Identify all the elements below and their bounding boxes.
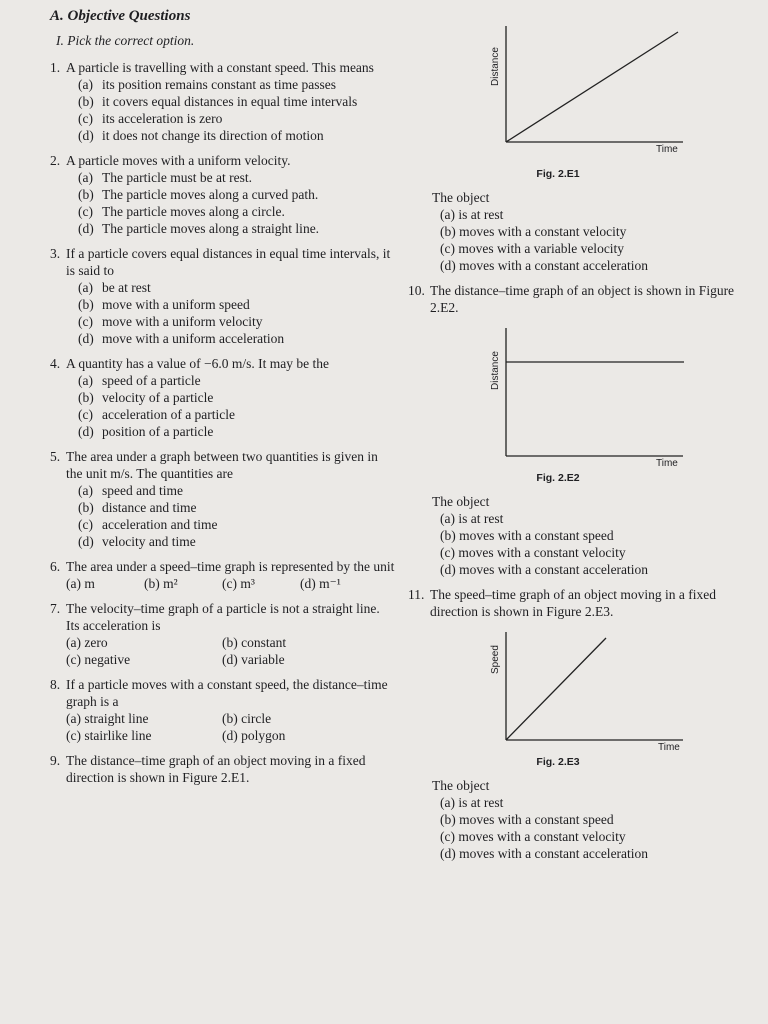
y-axis-label: Distance — [490, 47, 501, 86]
option-a — [78, 169, 395, 186]
option-d — [78, 220, 395, 237]
option-label: (c) — [78, 517, 93, 532]
question-list — [50, 59, 395, 550]
option-label: (c) — [78, 111, 93, 126]
question-5 — [50, 448, 395, 550]
question-11 — [408, 586, 748, 620]
option-c: (c) m³ — [222, 576, 255, 591]
option-d: (d) moves with a constant acceleration — [440, 258, 649, 273]
object-options-3 — [440, 794, 748, 862]
option-text: The particle moves along a circle. — [102, 204, 285, 219]
question-8 — [50, 676, 395, 744]
option-text: velocity and time — [102, 534, 196, 549]
question-number: 3. — [50, 246, 61, 261]
object-options-2 — [440, 510, 748, 578]
option-text: The particle must be at rest. — [102, 170, 252, 185]
option-b — [78, 93, 395, 110]
option-c — [78, 406, 395, 423]
option-c: (c) negative — [66, 652, 131, 667]
x-axis-label: Time — [656, 458, 678, 469]
option-text: its acceleration is zero — [102, 111, 223, 126]
figure-2e2-graph — [488, 324, 688, 464]
figure-caption: Fig. 2.E2 — [536, 472, 580, 484]
figure-2e2 — [488, 324, 688, 474]
option-label: (d) — [78, 424, 94, 439]
option-label: (b) — [78, 390, 94, 405]
option-b — [78, 389, 395, 406]
option-c: (c) moves with a constant velocity — [440, 545, 626, 560]
option-a: (a) zero — [66, 635, 108, 650]
question-number: 10. — [408, 283, 425, 298]
option-a: (a) is at rest — [440, 511, 504, 526]
option-label: (b) — [78, 94, 94, 109]
option-d: (d) variable — [222, 652, 285, 667]
option-text: The particle moves along a straight line. — [102, 221, 320, 236]
question-text: The area under a speed–time graph is represented by the unit — [66, 559, 395, 574]
question-3 — [50, 245, 395, 347]
figure-caption: Fig. 2.E3 — [536, 756, 580, 768]
option-text: its position remains constant as time passes — [102, 77, 336, 92]
option-text: distance and time — [102, 500, 197, 515]
option-label: (b) — [78, 500, 94, 515]
question-9 — [50, 752, 395, 786]
option-c: (c) moves with a constant velocity — [440, 829, 626, 844]
option-c — [78, 110, 395, 127]
y-axis-label: Speed — [490, 645, 501, 674]
option-label: (c) — [78, 407, 93, 422]
option-c — [78, 516, 395, 533]
option-b — [78, 186, 395, 203]
question-number: 6. — [50, 559, 61, 574]
graph-line — [506, 638, 606, 740]
option-text: it covers equal distances in equal time intervals — [102, 94, 358, 109]
option-a — [78, 76, 395, 93]
option-d: (d) moves with a constant acceleration — [440, 846, 649, 861]
figure-2e1-graph — [488, 22, 688, 152]
option-d — [78, 423, 395, 440]
question-text: The distance–time graph of an object is shown in Figure 2.E2. — [430, 283, 735, 315]
question-text: A particle is travelling with a constant speed. This means — [66, 60, 374, 75]
question-text: The velocity–time graph of a particle is not a straight line. Its acceleration is — [66, 601, 380, 633]
question-10 — [408, 282, 748, 316]
option-a: (a) straight line — [66, 711, 149, 726]
option-text: velocity of a particle — [102, 390, 214, 405]
option-a: (a) is at rest — [440, 207, 504, 222]
option-b — [78, 499, 395, 516]
option-b: (b) moves with a constant velocity — [440, 224, 627, 239]
option-label: (d) — [78, 331, 94, 346]
figure-caption: Fig. 2.E1 — [536, 168, 580, 180]
question-6 — [50, 558, 395, 592]
option-text: be at rest — [102, 280, 151, 295]
option-label: (b) — [78, 187, 94, 202]
option-b: (b) constant — [222, 635, 287, 650]
option-text: move with a uniform speed — [102, 297, 250, 312]
question-text: If a particle moves with a constant speed, the distance–time graph is a — [66, 677, 388, 709]
option-text: speed and time — [102, 483, 183, 498]
object-heading: The object — [432, 494, 490, 509]
option-label: (d) — [78, 221, 94, 236]
option-c — [78, 313, 395, 330]
option-c — [78, 203, 395, 220]
option-label: (a) — [78, 483, 93, 498]
option-b: (b) moves with a constant speed — [440, 528, 614, 543]
object-heading: The object — [432, 778, 490, 793]
question-number: 7. — [50, 601, 61, 616]
option-label: (d) — [78, 128, 94, 143]
question-text: If a particle covers equal distances in equal time intervals, it is said to — [66, 246, 391, 278]
object-heading: The object — [432, 190, 490, 205]
option-a: (a) is at rest — [440, 795, 504, 810]
option-label: (a) — [78, 170, 93, 185]
question-number: 4. — [50, 356, 61, 371]
option-a — [78, 482, 395, 499]
question-text: The speed–time graph of an object moving in a fixed direction is shown in Figure 2.E3. — [430, 587, 717, 619]
option-label: (b) — [78, 297, 94, 312]
object-options-1 — [440, 206, 748, 274]
question-text: The distance–time graph of an object moving in a fixed direction is shown in Figure 2.E1. — [66, 753, 366, 785]
option-label: (a) — [78, 280, 93, 295]
option-text: speed of a particle — [102, 373, 201, 388]
left-column — [50, 8, 395, 794]
option-label: (d) — [78, 534, 94, 549]
option-text: position of a particle — [102, 424, 214, 439]
option-text: it does not change its direction of motion — [102, 128, 324, 143]
question-4 — [50, 355, 395, 440]
figure-2e3-graph — [488, 628, 688, 753]
question-number: 11. — [408, 587, 425, 602]
question-text: A quantity has a value of −6.0 m/s. It may be the — [66, 356, 329, 371]
option-d — [78, 533, 395, 550]
option-b: (b) moves with a constant speed — [440, 812, 614, 827]
option-b: (b) circle — [222, 711, 272, 726]
option-d — [78, 127, 395, 144]
option-b — [78, 296, 395, 313]
option-text: acceleration of a particle — [102, 407, 236, 422]
option-c: (c) moves with a variable velocity — [440, 241, 625, 256]
question-number: 8. — [50, 677, 61, 692]
option-d: (d) polygon — [222, 728, 286, 743]
x-axis-label: Time — [658, 742, 680, 753]
option-text: The particle moves along a curved path. — [102, 187, 319, 202]
option-a — [78, 279, 395, 296]
question-7 — [50, 600, 395, 668]
question-number: 9. — [50, 753, 61, 768]
question-text: A particle moves with a uniform velocity. — [66, 153, 291, 168]
option-d — [78, 330, 395, 347]
question-number: 2. — [50, 153, 61, 168]
option-text: move with a uniform velocity — [102, 314, 263, 329]
x-axis-label: Time — [656, 144, 678, 155]
question-number: 1. — [50, 60, 61, 75]
figure-2e1 — [488, 22, 688, 182]
option-label: (a) — [78, 373, 93, 388]
option-d: (d) m⁻¹ — [300, 576, 341, 591]
y-axis-label: Distance — [490, 351, 501, 390]
option-label: (c) — [78, 314, 93, 329]
option-a — [78, 372, 395, 389]
option-label: (a) — [78, 77, 93, 92]
option-text: acceleration and time — [102, 517, 218, 532]
option-c: (c) stairlike line — [66, 728, 152, 743]
option-b: (b) m² — [144, 576, 178, 591]
question-2 — [50, 152, 395, 237]
option-a: (a) m — [66, 576, 95, 591]
option-d: (d) moves with a constant acceleration — [440, 562, 649, 577]
question-text: The area under a graph between two quantities is given in the unit m/s. The quantities are — [66, 449, 378, 481]
option-text: move with a uniform acceleration — [102, 331, 285, 346]
figure-2e3 — [488, 628, 688, 758]
graph-line — [506, 32, 678, 142]
question-number: 5. — [50, 449, 61, 464]
section-title: A. Objective Questions — [50, 8, 191, 24]
section-subtitle: I. Pick the correct option. — [56, 33, 195, 48]
right-column — [408, 22, 748, 870]
option-label: (c) — [78, 204, 93, 219]
question-1 — [50, 59, 395, 144]
